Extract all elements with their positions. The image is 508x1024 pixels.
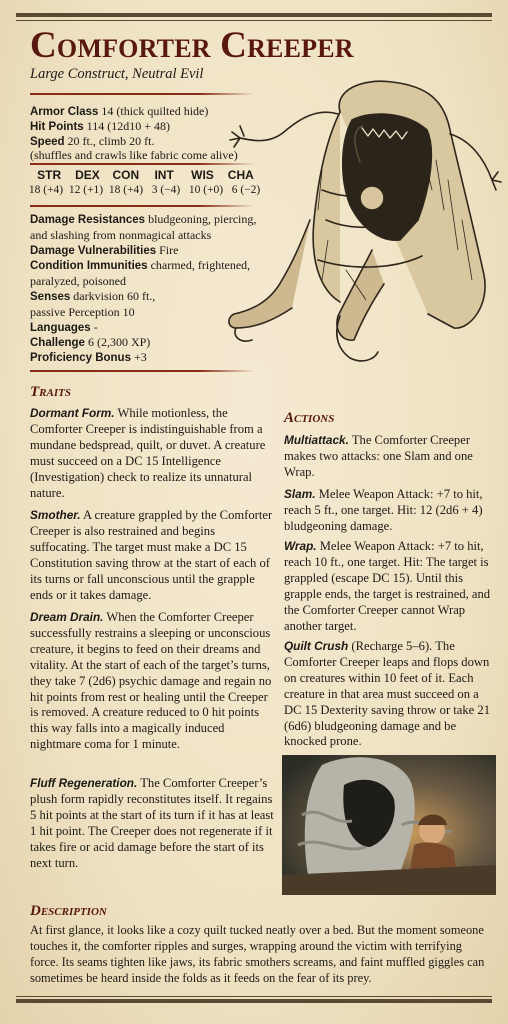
action-name: Wrap. [284,539,317,553]
top-border [16,13,492,17]
trait-name: Smother. [30,508,81,522]
bottom-border [16,999,492,1003]
trait-text: When the Comforter Creeper successfully restrains a sleeping or unconscious creature, it begins to feed on their dreams and vitality. At the start of each of the target’s turns, they take 7 (2d6) psychic damage and regain no hit points from rest or healing until the Creeper is removed. A creature reduced to 0 hit points this way falls into a magically induced nightmare coma for 1 minute. [30,610,272,752]
ability-name: INT [154,168,174,182]
damage-resistances-value-2: and slashing from nonmagical attacks [30,228,212,242]
scene-illustration [282,755,496,895]
damage-resistances-label: Damage Resistances [30,214,146,226]
ability-score: 12 (+1) [68,184,104,196]
speed-note: (shuffles and crawls like fabric come alive) [30,148,238,162]
trait-name: Dormant Form. [30,406,115,420]
action-quilt-crush [284,639,499,750]
ability-score: 18 (+4) [108,184,144,196]
action-multiattack [284,433,499,481]
ability-score: 10 (+0) [188,184,224,196]
ability-name: DEX [75,168,100,182]
ability-name: STR [37,168,62,182]
languages-value: - [93,320,98,334]
speed-label: Speed [30,136,65,148]
trait-name: Fluff Regeneration. [30,776,138,790]
divider [30,370,255,372]
action-text: The Comforter Creeper makes two attacks: one Slam and one Wrap. [284,433,473,479]
description-text: At first glance, it looks like a cozy quilt tucked neatly over a bed. But the moment someone touches it, the comforter ripples and surges, wrapping around the victim with terrifying force. Its seams tighten like jaws, its fabric smothers screams, and faint muffled giggles can sometimes be heard inside the folds as it feeds on the fear of its prey. [30,923,485,985]
action-name: Slam. [284,487,316,501]
languages-label: Languages [30,322,91,334]
armor-class-label: Armor Class [30,106,99,118]
trait-name: Dream Drain. [30,610,104,624]
ability-score: 6 (−2) [231,184,261,196]
senses-value-2: passive Perception 10 [30,305,135,319]
action-name: Quilt Crush [284,639,349,653]
ability-score: 18 (+4) [28,184,64,196]
armor-class-value: 14 (thick quilted hide) [101,104,209,118]
action-name: Multiattack. [284,433,349,447]
hit-points-value: 114 (12d10 + 48) [86,119,170,133]
proficiency-bonus-label: Proficiency Bonus [30,352,131,364]
creature-type: Large Construct, Neutral Evil [30,66,204,82]
traits-header: Traits [30,384,71,400]
action-slam [284,487,499,535]
proficiency-bonus-value: +3 [133,350,147,364]
action-text: (Recharge 5–6). The Comforter Creeper leaps and flops down on creatures within 10 feet of it. Each creature in that area must succeed on a DC 15 Dexterity saving throw or take 21 (6d6) bludgeoning damage and be knocked prone. [284,639,491,749]
trait-text: A creature grappled by the Comforter Creeper is also restrained and begins suffocating. The target must make a DC 15 Constitution saving throw at the start of each of its turns or fall unconscious until the grapple ends or it takes damage. [30,508,273,602]
trait-dream-drain [30,610,275,753]
damage-vulnerabilities-value: Fire [159,243,179,257]
description-header: Description [30,903,107,919]
trait-fluff-regeneration [30,776,275,871]
trait-dormant-form [30,406,275,501]
senses-value: darkvision 60 ft., [73,289,156,303]
condition-immunities-label: Condition Immunities [30,260,148,272]
action-text: Melee Weapon Attack: +7 to hit, reach 5 ft., one target. Hit: 12 (2d6 + 4) bludgeoning damage. [284,487,483,533]
trait-text: The Comforter Creeper’s plush form rapidly reconstitutes itself. It regains 5 hit points at the start of its turn if it has at least 1 hit point. The Creeper does not regenerate if it takes fire or acid damage before the start of its next turn. [30,776,274,870]
hit-points-label: Hit Points [30,121,84,133]
bottom-border-thin [16,996,492,997]
damage-resistances-value: bludgeoning, piercing, [148,212,257,226]
condition-immunities-value-2: paralyzed, poisoned [30,274,126,288]
action-text: Melee Weapon Attack: +7 to hit, reach 10 ft., one target. Hit: The target is grappled (escape DC 15). Until this grapple ends, the target is restrained, and the Comforter Creeper cannot Wrap another target. [284,539,491,633]
trait-text: While motionless, the Comforter Creeper is indistinguishable from a mundane bedspread, quilt, or duvet. A creature must succeed on a DC 15 Intelligence (Investigation) check to realize its unnatural nature. [30,406,266,500]
creature-illustration [222,70,508,380]
speed-value: 20 ft., climb 20 ft. [67,134,155,148]
senses-label: Senses [30,291,71,303]
action-wrap [284,539,499,634]
damage-vulnerabilities-label: Damage Vulnerabilities [30,245,157,257]
challenge-label: Challenge [30,337,85,349]
trait-smother [30,508,275,603]
ability-name: CHA [227,168,254,182]
top-border-thin [16,20,492,21]
condition-immunities-value: charmed, frightened, [150,258,251,272]
creature-name: Comforter Creeper [30,25,354,66]
ability-score: 3 (−4) [151,184,181,196]
ability-name: CON [112,168,140,182]
challenge-value: 6 (2,300 XP) [87,335,151,349]
ability-name: WIS [191,168,214,182]
actions-header: Actions [284,410,335,426]
